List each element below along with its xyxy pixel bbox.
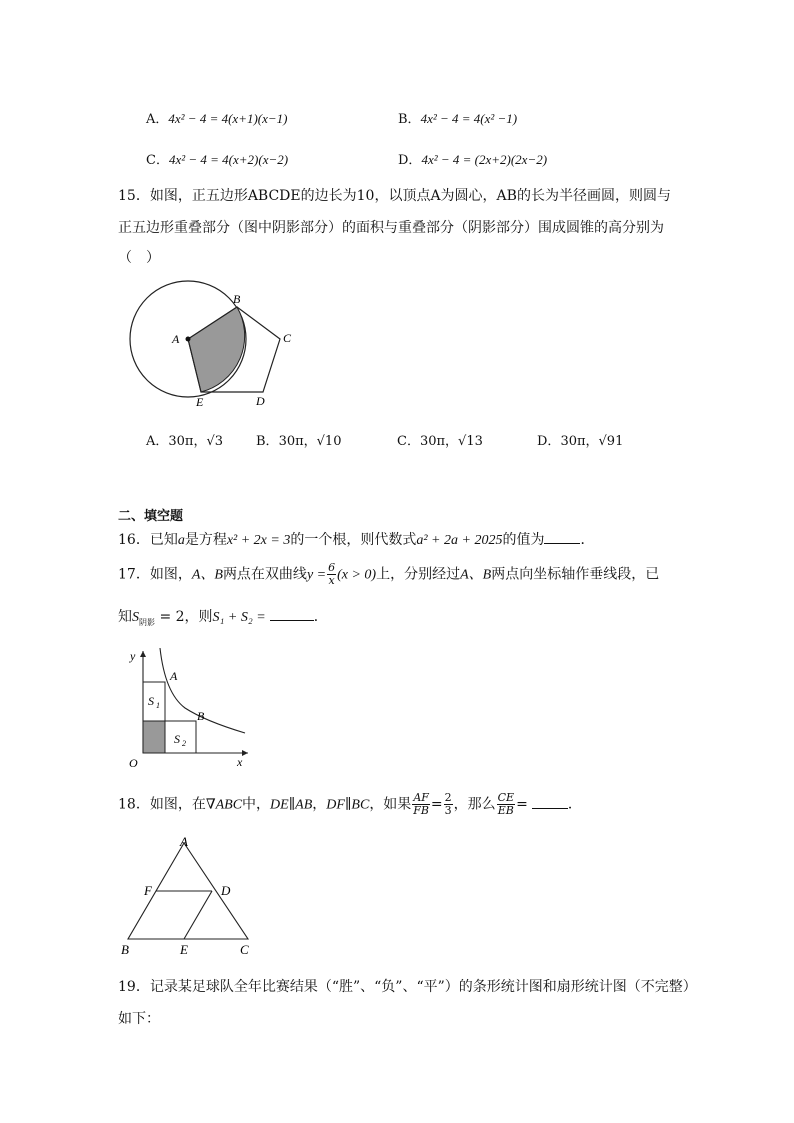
q15-option-c — [397, 430, 483, 449]
q17-part: 两点在双曲线 — [222, 566, 307, 583]
option-expression: 4x² − 4 = 4(x+2)(x−2) — [168, 152, 289, 167]
q16-var: a — [177, 533, 185, 548]
q17-line-1 — [118, 562, 659, 587]
label-c: C — [240, 942, 249, 957]
fraction-denominator: x — [328, 574, 335, 587]
q15-option-d — [537, 430, 623, 449]
fraction-numerator: 6 — [328, 561, 336, 574]
label-b: B — [121, 942, 129, 957]
q16-part: 是方程 — [184, 532, 227, 548]
q17-condition: (x > 0) — [337, 567, 377, 583]
q18-end: ． — [567, 796, 582, 813]
option-d — [398, 149, 547, 168]
label-s1: S — [148, 694, 154, 708]
triangle-figure — [118, 833, 258, 961]
rect-s1 — [143, 682, 165, 721]
q15-option-b — [256, 430, 341, 449]
label-b: B — [233, 292, 241, 306]
q18-part: 中， — [242, 796, 271, 813]
q15-line-2: 正五边形重叠部分（图中阴影部分）的面积与重叠部分（阴影部分）围成圆锥的高分别为 — [118, 220, 664, 236]
q18-eq: = — [430, 796, 443, 813]
label-a: A — [172, 332, 180, 346]
q15-option-a — [146, 430, 223, 449]
label-f: F — [144, 883, 152, 898]
shaded-rect — [143, 721, 165, 753]
label-a: A — [180, 834, 188, 849]
q17-end: ． — [313, 609, 328, 625]
q18-part: ，如果 — [369, 796, 412, 813]
y-axis-arrow — [140, 651, 146, 657]
option-value: 30π，√91 — [560, 434, 624, 449]
label-o: O — [129, 756, 138, 770]
rect-s2 — [165, 721, 196, 753]
label-d: D — [256, 394, 265, 408]
shaded-sector — [188, 307, 245, 392]
label-e: E — [196, 395, 204, 409]
q19-line-1: 19．记录某足球队全年比赛结果（“胜”、“负”、“平”）的条形统计图和扇形统计图（不完整） — [118, 979, 697, 995]
hyperbola-figure — [115, 643, 255, 773]
q17-vars: A、B — [191, 567, 223, 583]
fraction-denominator: EB — [497, 804, 514, 817]
q16-part: 的一个根，则代数式 — [290, 532, 417, 548]
q17-part: = 2，则 — [155, 609, 213, 625]
q17-vars: A、B — [460, 567, 492, 583]
option-label: B． — [256, 434, 279, 449]
center-point — [186, 337, 191, 342]
label-a: A — [170, 669, 178, 683]
label-y: y — [130, 649, 136, 663]
label-b: B — [197, 709, 205, 723]
option-expression: 4x² − 4 = 4(x² −1) — [420, 111, 518, 126]
q17-part: 知 — [118, 609, 132, 625]
option-label: D． — [537, 434, 561, 449]
option-expression: 4x² − 4 = 4(x+1)(x−1) — [168, 111, 288, 126]
label-s2: S — [174, 732, 180, 746]
q17-part: 17．如图， — [118, 566, 192, 583]
q18-sep: ， — [312, 796, 327, 813]
pentagon-circle-figure — [120, 275, 300, 415]
q16-equation: x² + 2x = 3 — [226, 533, 291, 548]
q16-text — [118, 529, 594, 549]
q16-part: 的值为 — [502, 532, 545, 548]
section-heading: 二、填空题 — [118, 509, 184, 524]
label-c: C — [283, 331, 292, 345]
option-expression: 4x² − 4 = (2x+2)(2x−2) — [421, 152, 548, 167]
q15-line-1: 15．如图，正五边形ABCDE的边长为10，以顶点A为圆心，AB的长为半径画圆，则圆与 — [118, 188, 671, 204]
fraction-denominator: FB — [413, 804, 429, 817]
option-label: B． — [398, 112, 421, 127]
q17-part: 两点向坐标轴作垂线段，已 — [491, 566, 660, 583]
fraction-denominator: 3 — [444, 804, 452, 817]
q18-fraction-1 — [412, 792, 430, 817]
option-value: 30π，√10 — [278, 434, 342, 449]
option-label: C． — [146, 153, 169, 168]
q18-part: 18．如图，在 — [118, 796, 206, 813]
q16-end: ． — [580, 532, 595, 548]
q18-relation: DF∥BC — [326, 797, 370, 813]
fraction-numerator: AF — [413, 791, 429, 804]
q17-func-lhs: y = — [306, 567, 327, 583]
segment-de — [184, 891, 212, 939]
q18-eq: = — [516, 796, 528, 813]
q17-s-shade-sub: 阴影 — [139, 617, 155, 627]
option-b — [398, 108, 517, 127]
q18-relation: DE∥AB — [270, 797, 313, 813]
x-axis-arrow — [242, 750, 248, 756]
q16-part: 16．已知 — [118, 532, 178, 548]
fraction-numerator: CE — [497, 791, 515, 804]
q18-triangle: ∇ABC — [205, 797, 243, 813]
answer-blank[interactable] — [544, 543, 580, 544]
q17-fraction — [327, 562, 336, 587]
answer-blank[interactable] — [270, 620, 314, 621]
q15-line-3: （ ） — [118, 250, 160, 266]
q17-line-2 — [118, 606, 328, 628]
q18-fraction-3 — [497, 792, 515, 817]
option-label: D． — [398, 153, 422, 168]
label-e: E — [180, 942, 188, 957]
option-label: A． — [146, 434, 169, 449]
q19-line-2: 如下： — [118, 1011, 160, 1027]
option-label: C． — [397, 434, 420, 449]
label-s2-sub: 2 — [182, 739, 186, 748]
option-label: A． — [146, 112, 169, 127]
label-d: D — [221, 883, 231, 898]
q18-fraction-2 — [444, 792, 453, 817]
option-a — [146, 108, 288, 127]
q16-expression: a² + 2a + 2025 — [416, 533, 503, 548]
option-c — [146, 149, 288, 168]
answer-blank[interactable] — [532, 808, 568, 809]
q18-part: ，那么 — [453, 796, 496, 813]
option-value: 30π，√3 — [168, 434, 224, 449]
q18-text — [118, 792, 582, 817]
q17-s-shade: S — [132, 610, 139, 625]
q17-sum: S₁ + S₂ = — [212, 610, 266, 625]
label-s1-sub: 1 — [156, 701, 160, 710]
option-value: 30π，√13 — [419, 434, 483, 449]
fraction-numerator: 2 — [444, 791, 452, 804]
label-x: x — [237, 755, 243, 769]
q17-part: 上，分别经过 — [376, 566, 461, 583]
